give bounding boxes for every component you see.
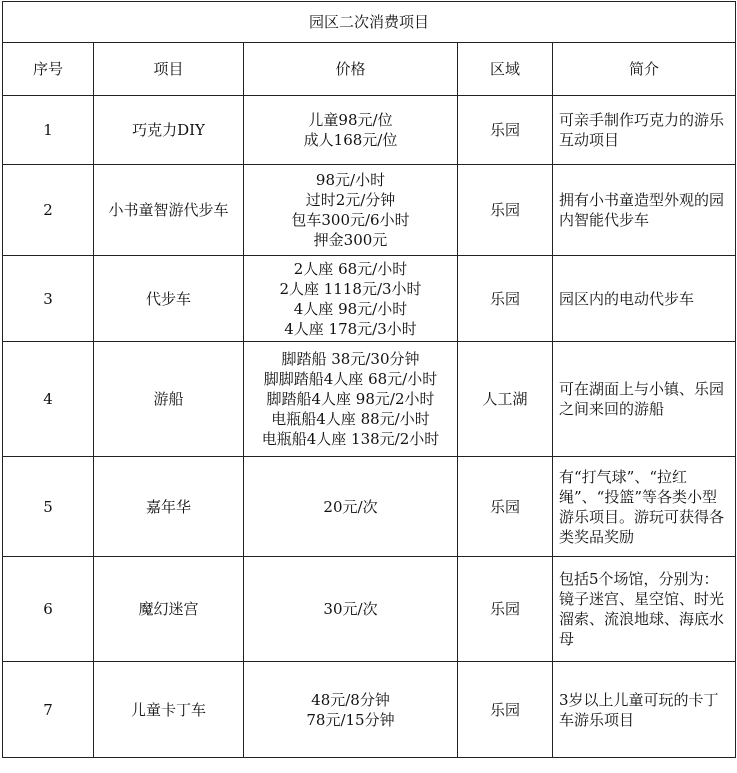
price-line: 脚脚踏船4人座 68元/小时 [263, 370, 438, 388]
price-line: 78元/15分钟 [306, 710, 395, 729]
row-item: 游船 [94, 342, 244, 457]
consumption-table [2, 1, 736, 758]
price-line: 儿童98元/位 [308, 111, 393, 129]
row-price [244, 342, 458, 457]
desc-text: 包括5个场馆，分别为：镜子迷宫、星空馆、时光溜索、流浪地球、海底水母 [559, 570, 725, 648]
table-row [3, 457, 736, 557]
row-price [244, 256, 458, 342]
row-item: 代步车 [94, 256, 244, 342]
row-desc [553, 256, 736, 342]
price-line: 2人座 1118元/3小时 [279, 279, 422, 298]
row-area: 乐园 [458, 256, 553, 342]
price-line: 成人168元/位 [303, 131, 398, 149]
row-number: 6 [3, 557, 94, 662]
price-line: 4人座 178元/3小时 [284, 319, 417, 338]
row-area: 乐园 [458, 457, 553, 557]
price-line: 48元/8分钟 [311, 690, 390, 709]
row-price [244, 457, 458, 557]
price-line: 电瓶船4人座 138元/2小时 [261, 430, 440, 448]
header-no: 序号 [3, 43, 94, 96]
row-area: 乐园 [458, 165, 553, 256]
price-line: 2人座 68元/小时 [293, 259, 408, 278]
desc-text: 有“打气球”、“拉红绳”、“投篮”等各类小型游乐项目。游玩可获得各类奖品奖励 [559, 467, 725, 546]
price-line: 包车300元/6小时 [291, 211, 410, 229]
row-area: 人工湖 [458, 342, 553, 457]
row-price [244, 165, 458, 256]
row-item: 巧克力DIY [94, 96, 244, 165]
table-row [3, 256, 736, 342]
row-area: 乐园 [458, 662, 553, 758]
price-line: 脚踏船 38元/30分钟 [281, 350, 420, 368]
row-number: 3 [3, 256, 94, 342]
table-title: 园区二次消费项目 [3, 2, 736, 43]
header-row [3, 43, 736, 96]
title-row [3, 2, 736, 43]
price-line: 20元/次 [323, 497, 378, 516]
row-price [244, 662, 458, 758]
row-number: 1 [3, 96, 94, 165]
price-line: 98元/小时 [315, 171, 386, 189]
row-number: 7 [3, 662, 94, 758]
table-row [3, 342, 736, 457]
table-row [3, 96, 736, 165]
header-area: 区域 [458, 43, 553, 96]
row-item: 魔幻迷宫 [94, 557, 244, 662]
row-number: 2 [3, 165, 94, 256]
row-desc [553, 662, 736, 758]
row-desc [553, 165, 736, 256]
price-line: 押金300元 [313, 231, 388, 249]
header-item: 项目 [94, 43, 244, 96]
row-desc [553, 342, 736, 457]
desc-text: 园区内的电动代步车 [559, 289, 695, 308]
desc-text: 拥有小书童造型外观的园内智能代步车 [559, 191, 725, 229]
desc-text: 3岁以上儿童可玩的卡丁车游乐项目 [559, 690, 719, 729]
price-line: 30元/次 [323, 600, 378, 618]
desc-text: 可亲手制作巧克力的游乐互动项目 [559, 111, 725, 149]
table-row [3, 557, 736, 662]
header-price: 价格 [244, 43, 458, 96]
price-line: 过时2元/分钟 [305, 191, 396, 209]
row-number: 4 [3, 342, 94, 457]
row-item: 小书童智游代步车 [94, 165, 244, 256]
price-line: 脚踏船4人座 98元/2小时 [266, 390, 435, 408]
row-area: 乐园 [458, 96, 553, 165]
row-desc [553, 96, 736, 165]
price-line: 电瓶船4人座 88元/小时 [271, 410, 430, 428]
row-area: 乐园 [458, 557, 553, 662]
header-desc: 简介 [553, 43, 736, 96]
row-price [244, 96, 458, 165]
desc-text: 可在湖面上与小镇、乐园之间来回的游船 [559, 380, 725, 418]
table-row [3, 165, 736, 256]
row-item: 儿童卡丁车 [94, 662, 244, 758]
table-row [3, 662, 736, 758]
row-desc [553, 457, 736, 557]
price-line: 4人座 98元/小时 [293, 299, 408, 318]
row-desc [553, 557, 736, 662]
row-number: 5 [3, 457, 94, 557]
row-price [244, 557, 458, 662]
row-item: 嘉年华 [94, 457, 244, 557]
